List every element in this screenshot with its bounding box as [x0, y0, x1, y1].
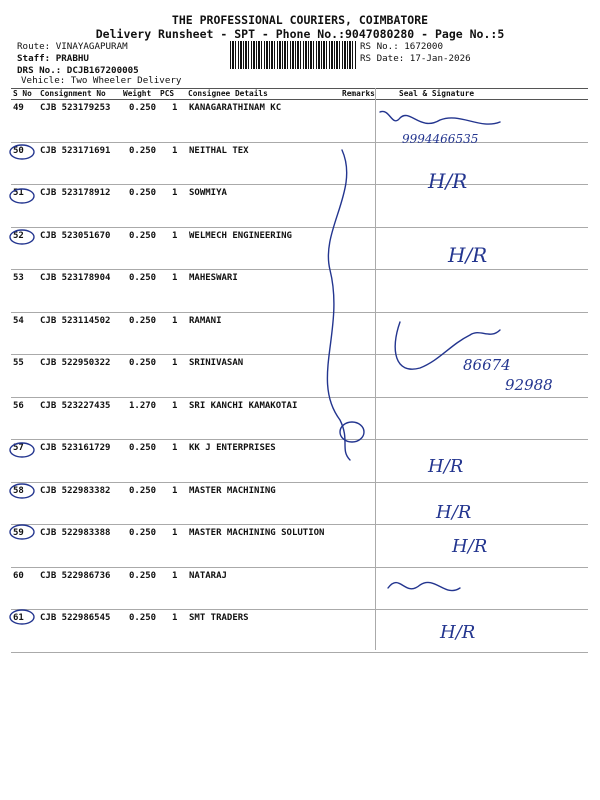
row-consignment-no: CJB 523171691 — [40, 145, 111, 156]
row-weight: 0.250 — [129, 443, 157, 453]
col-consignment: Consignment No — [40, 89, 106, 98]
row-separator — [11, 439, 588, 440]
runsheet-subtitle: Delivery Runsheet - SPT - Phone No.:9047080280 - Page No.:5 — [95, 27, 505, 41]
row-sno: 57 — [13, 443, 24, 453]
row-consignment-no: CJB 523179253 — [40, 103, 111, 113]
row-weight: 0.250 — [129, 485, 157, 496]
row-weight: 0.250 — [129, 315, 157, 326]
row-consignee: KANAGARATHINAM KC — [189, 103, 282, 113]
company-title: THE PROFESSIONAL COURIERS, COIMBATORE — [171, 13, 429, 27]
col-pcs: PCS — [160, 89, 175, 98]
hw-hr-58: H/R — [436, 502, 472, 523]
row-consignment-no: CJB 522986736 — [40, 570, 111, 581]
vehicle-label: Vehicle: Two Wheeler Delivery — [21, 75, 182, 86]
col-remarks: Remarks — [342, 89, 375, 98]
row-separator — [11, 142, 588, 143]
hw-hr-52: H/R — [448, 243, 488, 267]
row-weight: 0.250 — [129, 613, 157, 623]
row-sno: 59 — [13, 528, 24, 538]
row-separator — [11, 652, 588, 653]
row-weight: 0.250 — [129, 273, 157, 283]
header-bottom-rule — [11, 99, 588, 100]
row-consignee: NATARAJ — [189, 570, 227, 581]
row-consignee: NEITHAL TEX — [189, 145, 249, 156]
row-separator — [11, 482, 588, 483]
row-consignee: KK J ENTERPRISES — [189, 443, 276, 453]
rs-date: RS Date: 17-Jan-2026 — [360, 53, 471, 64]
row-separator — [11, 524, 588, 525]
rs-number: RS No.: 1672000 — [360, 41, 443, 52]
row-pcs: 1 — [172, 315, 178, 326]
row-separator — [11, 227, 588, 228]
row-separator — [11, 269, 588, 270]
row-separator — [11, 609, 588, 610]
row-consignee: SRINIVASAN — [189, 358, 244, 368]
row-consignee: MASTER MACHINING — [189, 485, 276, 496]
row-weight: 0.250 — [129, 528, 157, 538]
row-consignment-no: CJB 523114502 — [40, 315, 111, 326]
row-sno: 61 — [13, 613, 24, 623]
row-separator — [11, 567, 588, 568]
row-separator — [11, 184, 588, 185]
row-weight: 0.250 — [129, 570, 157, 581]
row-pcs: 1 — [172, 443, 178, 453]
row-consignee: RAMANI — [189, 315, 222, 326]
row-pcs: 1 — [172, 528, 178, 538]
drs-number: DRS No.: DCJB167200005 — [17, 65, 139, 76]
row-pcs: 1 — [172, 570, 178, 581]
row-sno: 52 — [13, 230, 24, 241]
row-consignment-no: CJB 522983382 — [40, 485, 111, 496]
routing-line — [327, 150, 350, 460]
row-consignee: WELMECH ENGINEERING — [189, 230, 292, 241]
row-pcs: 1 — [172, 273, 178, 283]
hw-hr-61: H/R — [440, 622, 476, 643]
row-sno: 54 — [13, 315, 24, 326]
row-sno: 55 — [13, 358, 24, 368]
row-consignee: MASTER MACHINING SOLUTION — [189, 528, 325, 538]
row-sno: 60 — [13, 570, 24, 581]
row-sno: 49 — [13, 103, 24, 113]
route-label: Route: VINAYAGAPURAM — [17, 41, 128, 52]
col-weight: Weight — [123, 89, 152, 98]
row-consignment-no: CJB 523161729 — [40, 443, 111, 453]
row-sno: 56 — [13, 400, 24, 411]
row-weight: 0.250 — [129, 188, 157, 198]
row-pcs: 1 — [172, 188, 178, 198]
row-pcs: 1 — [172, 145, 178, 156]
hw-hr-51: H/R — [428, 169, 468, 193]
hw-number-55b: 92988 — [505, 376, 553, 394]
hw-hr-59: H/R — [452, 536, 488, 557]
hw-hr-57: H/R — [428, 456, 464, 477]
row-consignment-no: CJB 522983388 — [40, 528, 111, 538]
row-pcs: 1 — [172, 358, 178, 368]
row-consignment-no: CJB 523227435 — [40, 400, 111, 411]
row-consignee: SOWMIYA — [189, 188, 227, 198]
col-sno: S No — [13, 89, 32, 98]
row-pcs: 1 — [172, 485, 178, 496]
signature-55 — [395, 322, 500, 369]
row-pcs: 1 — [172, 400, 178, 411]
staff-label: Staff: PRABHU — [17, 53, 89, 64]
hw-number-49: 9994466535 — [402, 132, 479, 146]
row-consignee: MAHESWARI — [189, 273, 238, 283]
row-consignment-no: CJB 522950322 — [40, 358, 111, 368]
col-consignee: Consignee Details — [188, 89, 268, 98]
row-consignment-no: CJB 522986545 — [40, 613, 111, 623]
row-consignee: SMT TRADERS — [189, 613, 249, 623]
hw-number-55a: 86674 — [463, 356, 511, 374]
row-weight: 0.250 — [129, 230, 157, 241]
row-consignment-no: CJB 523178904 — [40, 273, 111, 283]
row-weight: 0.250 — [129, 103, 157, 113]
row-consignment-no: CJB 523178912 — [40, 188, 111, 198]
row-weight: 1.270 — [129, 400, 157, 411]
barcode — [230, 41, 356, 69]
signature-49 — [380, 111, 500, 124]
signature-60 — [388, 582, 460, 590]
row-weight: 0.250 — [129, 358, 157, 368]
row-sno: 50 — [13, 145, 24, 156]
row-sno: 53 — [13, 273, 24, 283]
row-weight: 0.250 — [129, 145, 157, 156]
row-pcs: 1 — [172, 613, 178, 623]
row-separator — [11, 397, 588, 398]
row-pcs: 1 — [172, 103, 178, 113]
row-sno: 51 — [13, 188, 24, 198]
row-separator — [11, 312, 588, 313]
row-sno: 58 — [13, 485, 24, 496]
col-seal: Seal & Signature — [399, 89, 475, 98]
row-pcs: 1 — [172, 230, 178, 241]
row-separator — [11, 354, 588, 355]
row-consignment-no: CJB 523051670 — [40, 230, 111, 241]
row-consignee: SRI KANCHI KAMAKOTAI — [189, 400, 298, 411]
